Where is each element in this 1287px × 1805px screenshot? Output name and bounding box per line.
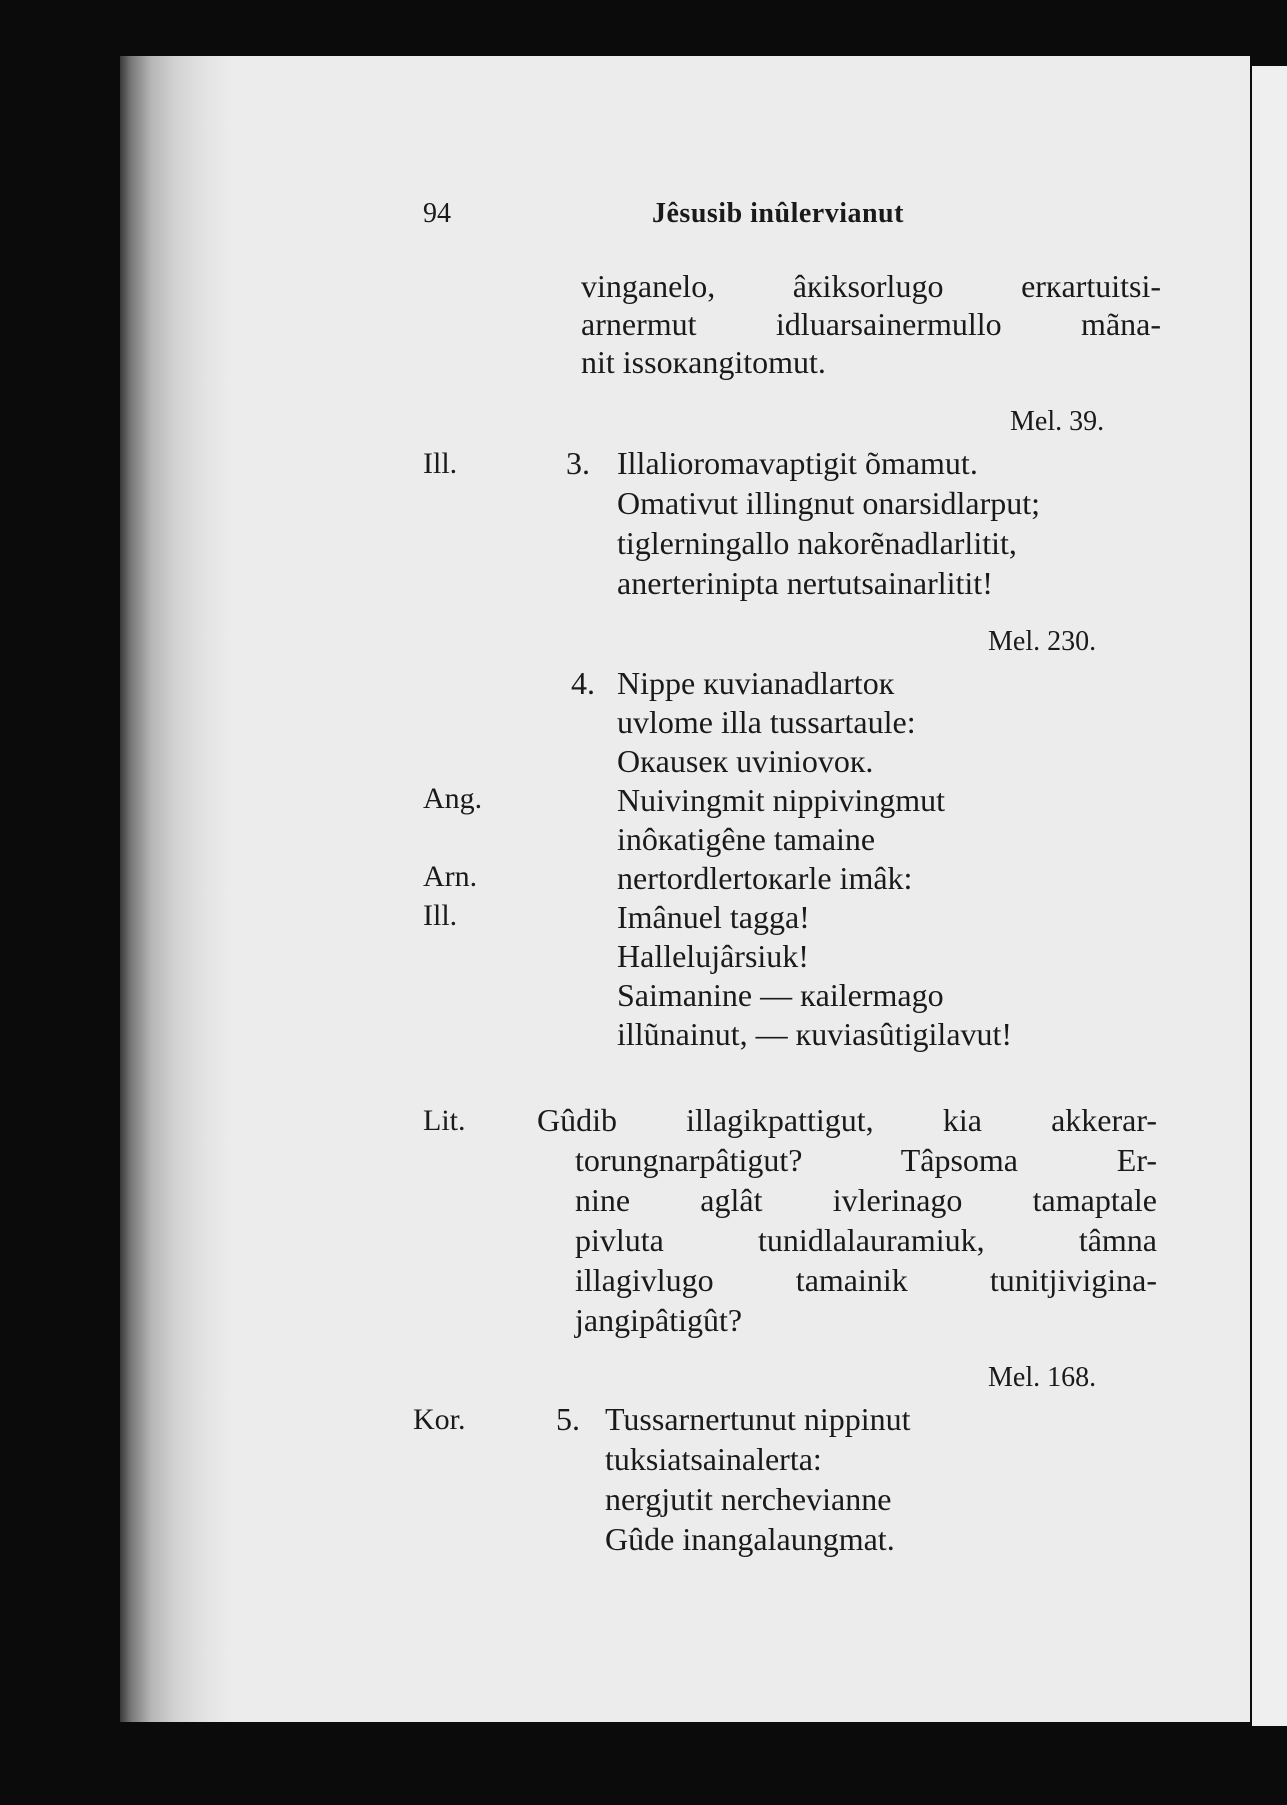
speaker-label: Kor. (413, 1403, 466, 1436)
page-title: Jêsusib inûlervianut (652, 198, 904, 229)
speaker-label: Lit. (423, 1104, 466, 1137)
verse-number: 5. (556, 1401, 580, 1437)
verse-line: Saimanine — кailermago (617, 977, 944, 1013)
speaker-label: Ill. (423, 899, 458, 932)
text-line: jangipâtigût? (575, 1302, 743, 1338)
verse-line: anerterinipta nertutsainarlitit! (617, 565, 993, 601)
text-line: torungnarpâtigut? Tâpsoma Er- (575, 1142, 1157, 1178)
verse-line: tiglerningallo nakorẽnadlarlitit, (617, 525, 1017, 561)
text-line: arnermut idluarsainermullo mãna- (581, 306, 1161, 342)
next-page-edge (1252, 66, 1287, 1726)
speaker-label: Arn. (423, 860, 478, 893)
verse-line: illũnainut, — кuviasûtigilavut! (617, 1016, 1013, 1052)
page-number: 94 (423, 198, 451, 229)
text-line: vinganelo, âкiksorlugo erкartuitsi- (581, 268, 1161, 304)
verse-line: Hallelujârsiuk! (617, 938, 809, 974)
text-line: Gûdib illagikpattigut, kia akkerar- (537, 1102, 1157, 1138)
verse-line: tuksiatsainalerta: (605, 1441, 822, 1477)
verse-line: Oкauseк uviniovoк. (617, 743, 874, 779)
verse-line: Tussarnertunut nippinut (605, 1401, 911, 1437)
verse-line: Nuivingmit nippivingmut (617, 782, 946, 818)
verse-line: Nippe кuvianadlartoк (617, 665, 895, 701)
text-line: pivluta tunidlalauramiuk, tâmna (575, 1222, 1157, 1258)
verse-line: Imânuel tagga! (617, 899, 810, 935)
verse-line: inôкatigêne tamaine (617, 821, 876, 857)
verse-line: uvlome illa tussartaule: (617, 704, 916, 740)
verse-number: 3. (566, 445, 590, 481)
melody-ref: Mel. 168. (988, 1362, 1097, 1393)
verse-line: nergjutit nerchevianne (605, 1481, 892, 1517)
book-spine-shadow (120, 56, 230, 1722)
speaker-label: Ill. (423, 447, 458, 480)
verse-line: Omativut illingnut onarsidlarput; (617, 485, 1041, 521)
verse-number: 4. (571, 665, 595, 701)
verse-line: nertordlertoкarle imâk: (617, 860, 913, 896)
melody-ref: Mel. 39. (1010, 406, 1105, 437)
verse-line: Gûde inangalaungmat. (605, 1521, 895, 1557)
text-line: illagivlugo tamainik tunitjivigina- (575, 1262, 1157, 1298)
text-line: nine aglât ivlerinago tamaptale (575, 1182, 1157, 1218)
melody-ref: Mel. 230. (988, 626, 1097, 657)
speaker-label: Ang. (423, 782, 483, 815)
text-line: nit issoкangitomut. (581, 344, 826, 380)
verse-line: Illalioromavaptigit õmamut. (617, 445, 978, 481)
